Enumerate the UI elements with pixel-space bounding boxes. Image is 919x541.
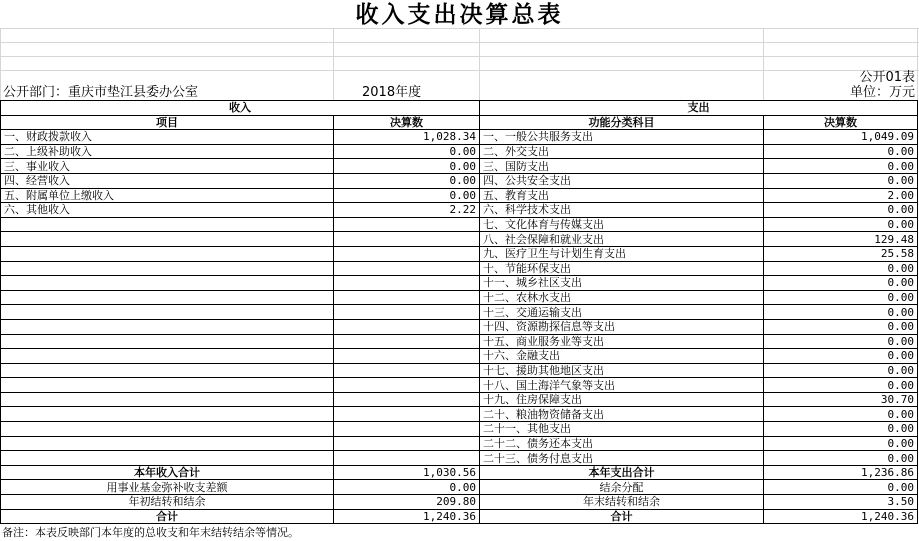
expense-item-name: 十三、交通运输支出 <box>480 305 764 320</box>
income-item-value <box>334 290 480 305</box>
department-label: 公开部门：重庆市垫江县委办公室 <box>3 85 199 100</box>
table-row <box>1 276 918 291</box>
expense-item-value: 129.48 <box>764 232 918 247</box>
income-item-name <box>1 319 334 334</box>
expense-item-name: 二十一、其他支出 <box>480 422 764 437</box>
income-item-name <box>1 232 334 247</box>
income-item-value: 0.00 <box>334 159 480 174</box>
income-item-value <box>334 422 480 437</box>
income-item-value <box>334 451 480 466</box>
income-item-value <box>334 363 480 378</box>
expense-item-name: 七、文化体育与传媒支出 <box>480 217 764 232</box>
table-row <box>1 232 918 247</box>
expense-item-value: 0.00 <box>764 261 918 276</box>
expense-item-name: 十九、住房保障支出 <box>480 392 764 407</box>
table-row <box>1 144 918 159</box>
fund-row <box>1 480 918 495</box>
amount-header: 决算数 <box>334 115 480 130</box>
income-header: 收入 <box>1 101 480 116</box>
surplus-value: 0.00 <box>764 480 918 495</box>
expense-item-name: 十八、国土海洋气象等支出 <box>480 378 764 393</box>
income-item-name: 五、附属单位上缴收入 <box>1 188 334 203</box>
income-total-label: 本年收入合计 <box>1 465 334 480</box>
table-row <box>1 188 918 203</box>
expense-item-value: 0.00 <box>764 407 918 422</box>
income-item-value <box>334 276 480 291</box>
fund-label: 用事业基金弥补收支差额 <box>1 480 334 495</box>
sum-row <box>1 509 918 524</box>
sum-income-value: 1,240.36 <box>334 509 480 524</box>
income-item-name: 一、财政拨款收入 <box>1 130 334 145</box>
expense-item-name: 一、一般公共服务支出 <box>480 130 764 145</box>
table-row <box>1 203 918 218</box>
unit-label: 单位：万元 <box>849 85 915 100</box>
expense-item-value: 0.00 <box>764 173 918 188</box>
expense-item-value: 0.00 <box>764 334 918 349</box>
income-item-name <box>1 246 334 261</box>
income-item-value <box>334 217 480 232</box>
total-row <box>1 465 918 480</box>
amount-header-2: 决算数 <box>764 115 918 130</box>
income-item-value <box>334 436 480 451</box>
expense-item-value: 0.00 <box>764 422 918 437</box>
expense-item-value: 0.00 <box>764 436 918 451</box>
income-item-name <box>1 217 334 232</box>
income-item-value <box>334 246 480 261</box>
expense-item-value: 0.00 <box>764 363 918 378</box>
expense-item-name: 四、公共安全支出 <box>480 173 764 188</box>
income-item-name: 三、事业收入 <box>1 159 334 174</box>
table-row <box>1 217 918 232</box>
expense-item-name: 十一、城乡社区支出 <box>480 276 764 291</box>
income-item-name <box>1 261 334 276</box>
expense-item-name: 二十、粮油物资储备支出 <box>480 407 764 422</box>
table-row <box>1 261 918 276</box>
table-row <box>1 451 918 466</box>
expense-item-value: 0.00 <box>764 203 918 218</box>
footnote: 备注：本表反映部门本年度的总收支和年末结转结余等情况。 <box>2 526 299 539</box>
expense-item-name: 九、医疗卫生与计划生育支出 <box>480 246 764 261</box>
page-title: 收入支出决算总表 <box>355 2 564 28</box>
income-item-value <box>334 334 480 349</box>
income-item-value <box>334 319 480 334</box>
table-row <box>1 130 918 145</box>
table-row <box>1 363 918 378</box>
income-item-name <box>1 436 334 451</box>
table-row <box>1 422 918 437</box>
income-item-name <box>1 451 334 466</box>
expense-item-name: 十四、资源勘探信息等支出 <box>480 319 764 334</box>
expense-item-value: 0.00 <box>764 159 918 174</box>
income-item-name <box>1 276 334 291</box>
income-item-value: 0.00 <box>334 173 480 188</box>
income-item-value <box>334 349 480 364</box>
income-item-name <box>1 392 334 407</box>
income-item-value <box>334 392 480 407</box>
form-number: 公开01表 <box>859 70 915 85</box>
expense-item-name: 十二、农林水支出 <box>480 290 764 305</box>
expense-item-name: 六、科学技术支出 <box>480 203 764 218</box>
expense-total-value: 1,236.86 <box>764 465 918 480</box>
income-item-value: 1,028.34 <box>334 130 480 145</box>
expense-item-name: 二、外交支出 <box>480 144 764 159</box>
expense-item-value: 25.58 <box>764 246 918 261</box>
income-item-name: 二、上级补助收入 <box>1 144 334 159</box>
section-header-row <box>1 101 918 116</box>
income-item-name <box>1 334 334 349</box>
table-row <box>1 173 918 188</box>
sum-label: 合计 <box>1 509 334 524</box>
income-item-value: 0.00 <box>334 144 480 159</box>
expense-item-value: 0.00 <box>764 290 918 305</box>
end-label: 年末结转和结余 <box>480 495 764 510</box>
income-total-value: 1,030.56 <box>334 465 480 480</box>
income-item-value <box>334 407 480 422</box>
income-item-name <box>1 407 334 422</box>
income-item-name: 六、其他收入 <box>1 203 334 218</box>
expense-item-value: 30.70 <box>764 392 918 407</box>
income-item-name <box>1 363 334 378</box>
table-row <box>1 349 918 364</box>
budget-table <box>0 100 918 524</box>
function-item-header: 功能分类科目 <box>480 115 764 130</box>
expense-item-name: 十、节能环保支出 <box>480 261 764 276</box>
table-row <box>1 392 918 407</box>
income-item-name <box>1 378 334 393</box>
expense-item-value: 0.00 <box>764 349 918 364</box>
begin-value: 209.80 <box>334 495 480 510</box>
begin-label: 年初结转和结余 <box>1 495 334 510</box>
income-item-name <box>1 305 334 320</box>
expense-header: 支出 <box>480 101 918 116</box>
expense-item-value: 0.00 <box>764 144 918 159</box>
item-header: 项目 <box>1 115 334 130</box>
income-item-value <box>334 232 480 247</box>
table-row <box>1 246 918 261</box>
income-item-name: 四、经营收入 <box>1 173 334 188</box>
expense-item-name: 五、教育支出 <box>480 188 764 203</box>
table-row <box>1 159 918 174</box>
expense-item-value: 0.00 <box>764 378 918 393</box>
expense-item-name: 十七、援助其他地区支出 <box>480 363 764 378</box>
expense-item-value: 0.00 <box>764 305 918 320</box>
fund-value: 0.00 <box>334 480 480 495</box>
income-item-value: 0.00 <box>334 188 480 203</box>
income-item-value <box>334 305 480 320</box>
expense-item-name: 八、社会保障和就业支出 <box>480 232 764 247</box>
expense-item-name: 二十三、债务付息支出 <box>480 451 764 466</box>
expense-item-name: 三、国防支出 <box>480 159 764 174</box>
end-value: 3.50 <box>764 495 918 510</box>
income-item-value <box>334 378 480 393</box>
income-item-name <box>1 422 334 437</box>
expense-total-label: 本年支出合计 <box>480 465 764 480</box>
table-row <box>1 407 918 422</box>
expense-item-name: 十五、商业服务业等支出 <box>480 334 764 349</box>
expense-item-value: 2.00 <box>764 188 918 203</box>
expense-item-name: 二十二、债务还本支出 <box>480 436 764 451</box>
surplus-label: 结余分配 <box>480 480 764 495</box>
income-item-value <box>334 261 480 276</box>
expense-item-value: 0.00 <box>764 217 918 232</box>
income-item-name <box>1 290 334 305</box>
expense-item-value: 0.00 <box>764 276 918 291</box>
expense-item-name: 十六、金融支出 <box>480 349 764 364</box>
column-header-row <box>1 115 918 130</box>
income-item-value: 2.22 <box>334 203 480 218</box>
expense-item-value: 1,049.09 <box>764 130 918 145</box>
sum-expense-value: 1,240.36 <box>764 509 918 524</box>
expense-item-value: 0.00 <box>764 451 918 466</box>
table-row <box>1 334 918 349</box>
table-row <box>1 378 918 393</box>
income-item-name <box>1 349 334 364</box>
carryover-row <box>1 495 918 510</box>
expense-item-value: 0.00 <box>764 319 918 334</box>
table-row <box>1 290 918 305</box>
year-label: 2018年度 <box>362 85 422 100</box>
table-row <box>1 305 918 320</box>
sum-label-2: 合计 <box>480 509 764 524</box>
table-row <box>1 436 918 451</box>
table-row <box>1 319 918 334</box>
